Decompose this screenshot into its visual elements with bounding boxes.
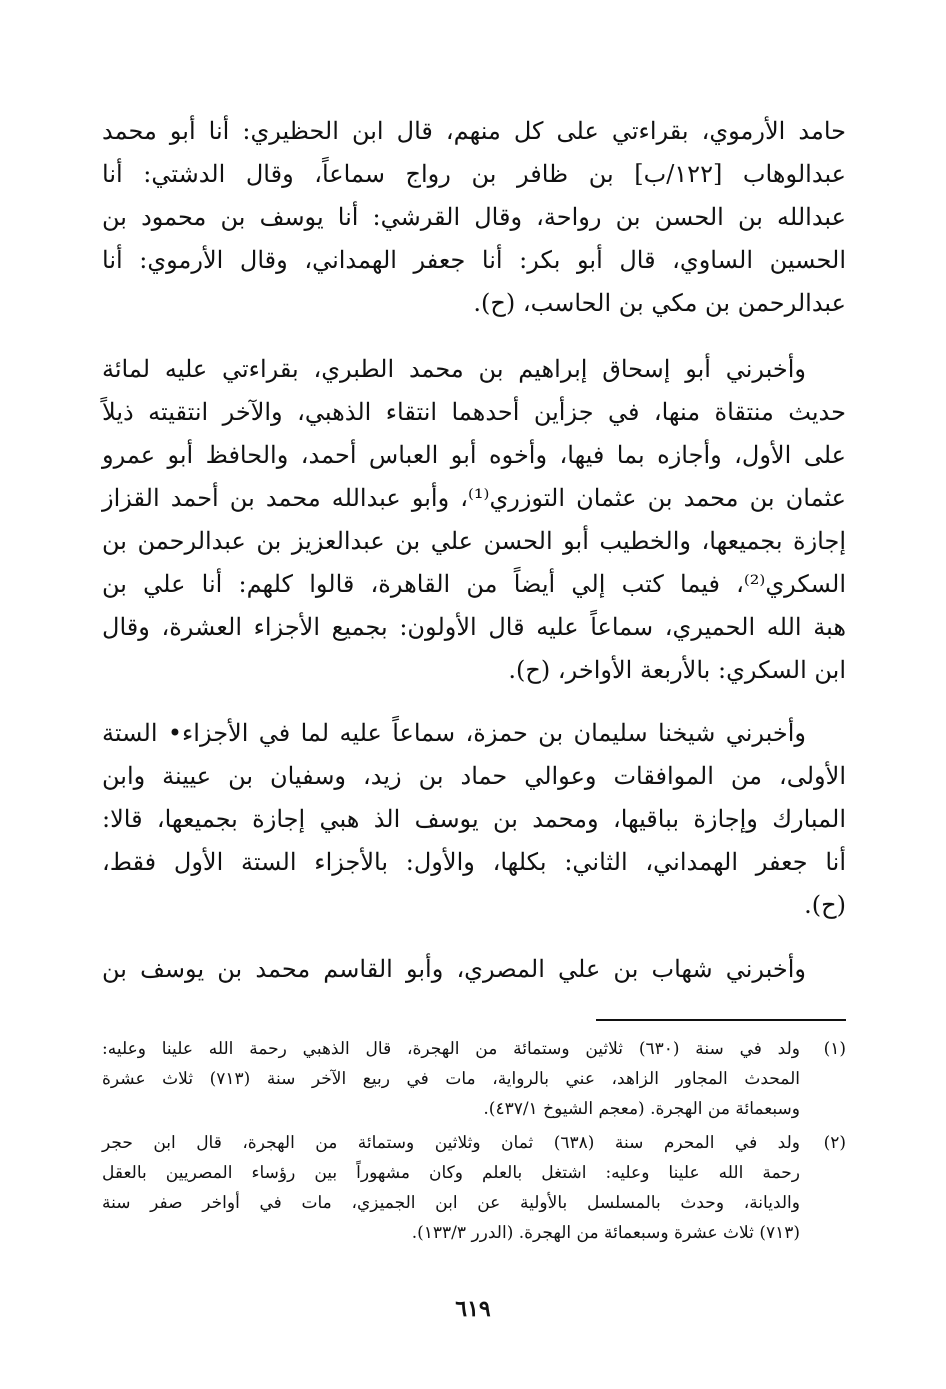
paragraph-line: ابن السكري: بالأربعة الأواخر، (ح). [508, 656, 846, 684]
paragraph-line: الأولى، من الموافقات وعوالي حماد بن زيد، وسفيان بن عيينة وابن [102, 762, 846, 790]
paragraph-1 [102, 110, 846, 325]
paragraph-line: هبة الله الحميري، سماعاً عليه قال الأولون: بجميع الأجزاء العشرة، وقال [102, 613, 846, 641]
paragraph-line: عبدالرحمن بن مكي بن الحاسب، (ح). [473, 289, 846, 317]
paragraph-line: عثمان بن محمد بن عثمان التوزري⁽¹⁾، وأبو عبدالله محمد بن أحمد القزاز [102, 484, 847, 512]
paragraph-3 [102, 712, 846, 927]
footnote-separator [596, 1019, 846, 1021]
paragraph-line: وأخبرني شهاب بن علي المصري، وأبو القاسم محمد بن يوسف بن [102, 955, 806, 983]
paragraph-line: وأخبرني أبو إسحاق إبراهيم بن محمد الطبري، بقراءتي عليه لمائة [102, 355, 806, 383]
footnote-line: والديانة، وحدث بالمسلسل بالأولية عن ابن الجميزي، مات في أواخر صفر سنة [102, 1193, 800, 1213]
page-number: ٦١٩ [455, 1296, 491, 1322]
paragraph-line: (ح). [804, 891, 846, 919]
footnote-line: ولد في سنة (٦٣٠) ثلاثين وستمائة من الهجرة، قال الذهبي رحمة الله علينا وعليه: [102, 1039, 800, 1059]
paragraph-4 [102, 948, 846, 991]
paragraph-2 [102, 348, 846, 692]
paragraph-line: المبارك وإجازة بباقيها، ومحمد بن يوسف الذ هبي إجازة بجميعها، قالا: [102, 805, 846, 833]
footnote-line: رحمة الله علينا وعليه: اشتغل بالعلم وكان مشهوراً بين رؤساء المصريين بالعقل [102, 1163, 800, 1183]
footnote-2 [102, 1128, 846, 1248]
paragraph-line: أنا جعفر الهمداني، الثاني: بكلها، والأول: بالأجزاء الستة الأول فقط، [102, 848, 846, 876]
paragraph-line: وأخبرني شيخنا سليمان بن حمزة، سماعاً عليه لما في الأجزاء• الستة [102, 719, 806, 747]
footnote-line: ولد في المحرم سنة (٦٣٨) ثمان وثلاثين وستمائة من الهجرة، قال ابن حجر [102, 1133, 800, 1153]
paragraph-line: عبدالله بن الحسن بن رواحة، وقال القرشي: أنا يوسف بن محمود بن [102, 203, 846, 231]
footnote-line: (٧١٣) ثلاث عشرة وسبعمائة من الهجرة. (الدرر ١٣٣/٣). [411, 1223, 800, 1243]
footnotes [102, 1034, 846, 1252]
paragraph-line: حامد الأرموي، بقراءتي على كل منهم، قال ابن الحظيري: أنا أبو محمد [102, 117, 846, 145]
footnote-line: وسبعمائة من الهجرة. (معجم الشيوخ ٤٣٧/١). [483, 1099, 800, 1119]
footnote-number: (١) [823, 1039, 846, 1059]
footnote-number: (٢) [823, 1133, 846, 1153]
paragraph-line: إجازة بجميعها، والخطيب أبو الحسن علي بن عبدالعزيز بن عبدالرحمن بن [102, 527, 846, 555]
paragraph-line: حديث منتقاة منها، في جزأين أحدهما انتقاء الذهبي، والآخر انتقيته ذيلاً [102, 398, 846, 426]
footnote-line: المحدث المجاور الزاهد، عني بالرواية، مات في ربيع الآخر سنة (٧١٣) ثلاث عشرة [102, 1069, 800, 1089]
paragraph-line: السكري⁽²⁾، فيما كتب إلي أيضاً من القاهرة، قالوا كلهم: أنا علي بن [102, 570, 846, 598]
paragraph-line: الحسين الساوي، قال أبو بكر: أنا جعفر الهمداني، وقال الأرموي: أنا [102, 246, 846, 274]
paragraph-line: على الأول، وأجازه بما فيها، وأخوه أبو العباس أحمد، والحافظ أبو عمرو [102, 441, 846, 469]
footnote-1 [102, 1034, 846, 1124]
paragraph-line: عبدالوهاب [١٢٢/ب] بن ظافر بن رواج سماعاً، وقال الدشتي: أنا [102, 160, 847, 188]
